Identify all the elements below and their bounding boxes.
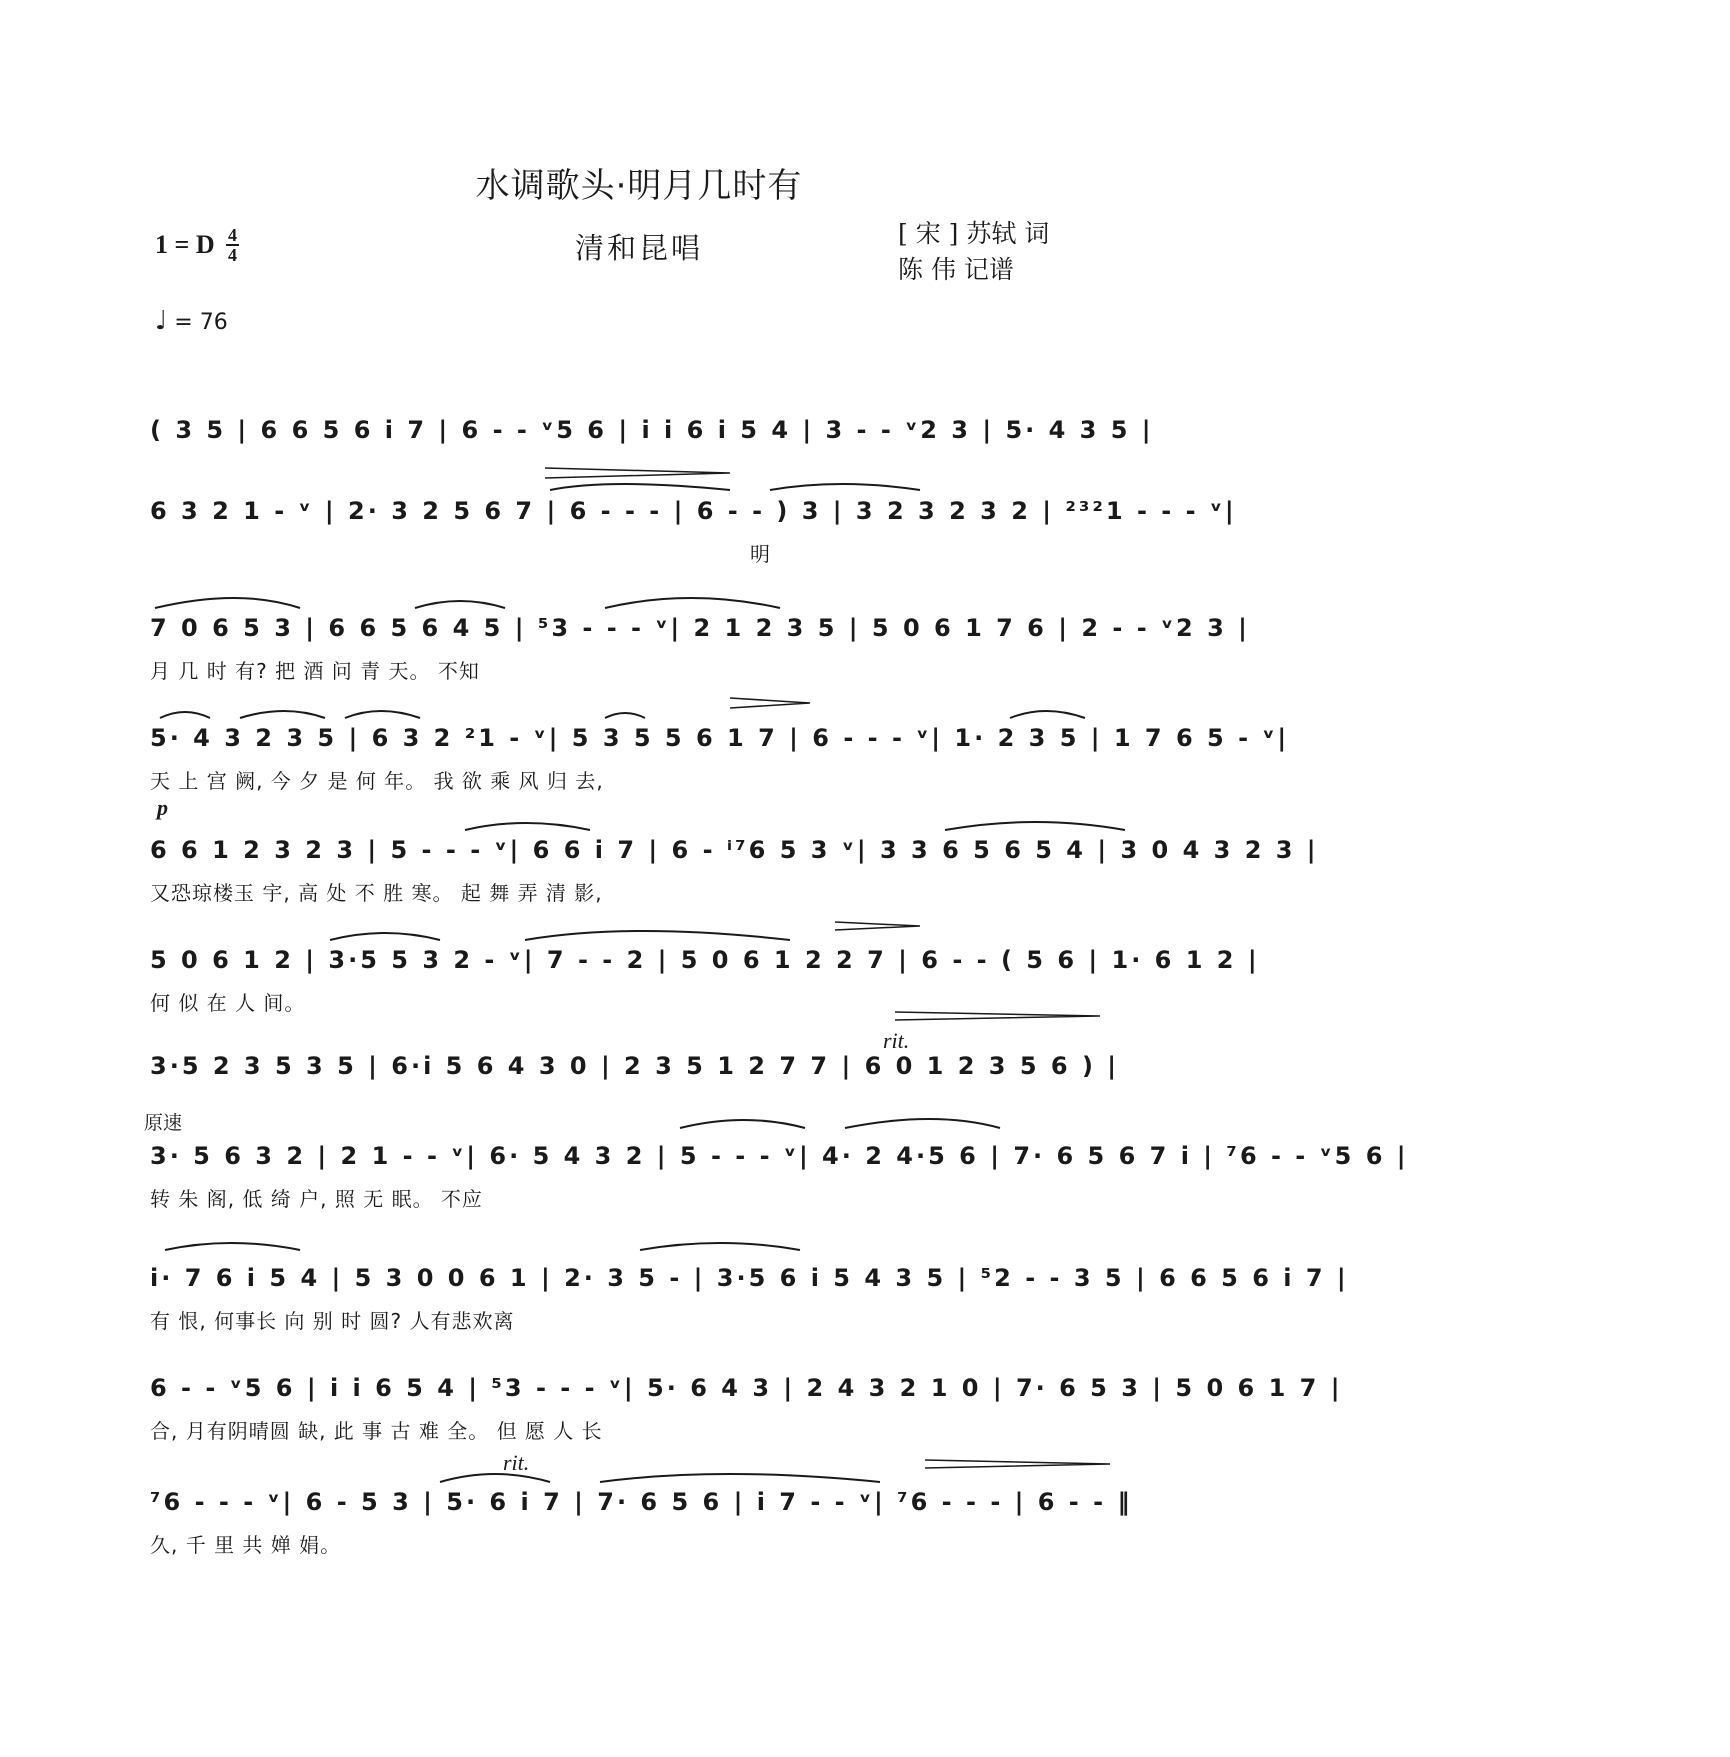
slur [945, 822, 1125, 830]
a-tempo-marking: 原速 [144, 1112, 183, 1134]
slur [550, 484, 730, 490]
score-line-11: ⁷6 - - - ᵛ| 6 - 5 3 | 5· 6 i 7 | 7· 6 5 6 | i 7 - - ᵛ| ⁷6 - - - | 6 - - ‖ [150, 1488, 1133, 1516]
lyric-line-2: 明 [750, 542, 771, 566]
hairpin-decrescendo [730, 698, 810, 708]
lyric-line-9: 有 恨, 何事长 向 别 时 圆? 人有悲欢离 [150, 1309, 515, 1333]
slur [525, 931, 790, 940]
lyric-line-5: 又恐琼楼玉 宇, 高 处 不 胜 寒。 起 舞 弄 清 影, [150, 881, 603, 905]
slur [1010, 711, 1085, 718]
song-title: 水调歌头·明月几时有 [475, 166, 803, 206]
time-signature-bottom: 4 [228, 245, 237, 265]
slur [330, 933, 440, 940]
slur [600, 1474, 880, 1482]
score-line-5: 6 6 1 2 3 2 3 | 5 - - - ᵛ| 6 6 i 7 | 6 - ⁱ⁷6 5 3 ᵛ| 3 3 6 5 6 5 4 | 3 0 4 3 2 3 | [150, 836, 1319, 864]
score-line-7: 3·5 2 3 5 3 5 | 6·i 5 6 4 3 0 | 2 3 5 1 2 7 7 | 6 0 1 2 3 5 6 ) | [150, 1052, 1120, 1080]
score-line-4: 5· 4 3 2 3 5 | 6 3 2 ²1 - ᵛ| 5 3 5 5 6 1 7 | 6 - - - ᵛ| 1· 2 3 5 | 1 7 6 5 - ᵛ| [150, 724, 1290, 752]
slur [605, 713, 645, 718]
slur [640, 1243, 800, 1250]
slur [415, 601, 505, 608]
slur [240, 711, 325, 718]
slur [345, 711, 420, 718]
lyric-line-6: 何 似 在 人 间。 [150, 991, 306, 1015]
score-line-2: 6 3 2 1 - ᵛ | 2· 3 2 5 6 7 | 6 - - - | 6 - - ) 3 | 3 2 3 2 3 2 | ²³²1 - - - ᵛ| [150, 497, 1237, 525]
score-line-10: 6 - - ᵛ5 6 | i i 6 5 4 | ⁵3 - - - ᵛ| 5· 6 4 3 | 2 4 3 2 1 0 | 7· 6 5 3 | 5 0 6 1 7 | [150, 1374, 1343, 1402]
slur [160, 712, 210, 718]
lyric-line-4: 天 上 宫 阙, 今 夕 是 何 年。 我 欲 乘 风 归 去, [150, 769, 604, 793]
quarter-note-icon: ♩ [155, 306, 168, 336]
hairpin-decrescendo [835, 922, 920, 930]
credit-notation: 陈 伟 记谱 [898, 255, 1014, 284]
score-line-8: 3· 5 6 3 2 | 2 1 - - ᵛ| 6· 5 4 3 2 | 5 - - - ᵛ| 4· 2 4·5 6 | 7· 6 5 6 7 i | ⁷6 - - ᵛ5 6 | [150, 1142, 1409, 1170]
dynamic-p: p [157, 795, 168, 820]
slur [680, 1120, 805, 1128]
hairpin-decrescendo [545, 468, 730, 478]
lyric-line-8: 转 朱 阁, 低 绮 户, 照 无 眠。 不应 [150, 1187, 483, 1211]
rit-marking-1: rit. [883, 1028, 910, 1053]
slur [770, 484, 920, 490]
slur [845, 1119, 1000, 1128]
tempo-value: = 76 [174, 310, 228, 335]
lyric-line-10: 合, 月有阴晴圆 缺, 此 事 古 难 全。 但 愿 人 长 [150, 1419, 603, 1443]
time-signature-top: 4 [228, 225, 237, 245]
lyric-line-11: 久, 千 里 共 婵 娟。 [150, 1533, 342, 1557]
lyric-line-3: 月 几 时 有? 把 酒 问 青 天。 不知 [150, 659, 480, 683]
slur [605, 598, 780, 608]
score-line-6: 5 0 6 1 2 | 3·5 5 3 2 - ᵛ| 7 - - 2 | 5 0 6 1 2 2 7 | 6 - - ( 5 6 | 1· 6 1 2 | [150, 946, 1260, 974]
credit-lyricist: [ 宋 ] 苏轼 词 [898, 219, 1050, 248]
key-signature: 1 = D [155, 230, 215, 259]
score-line-9: i· 7 6 i 5 4 | 5 3 0 0 6 1 | 2· 3 5 - | 3·5 6 i 5 4 3 5 | ⁵2 - - 3 5 | 6 6 5 6 i 7 | [150, 1264, 1349, 1292]
slur [440, 1474, 550, 1482]
slur [155, 598, 300, 608]
tempo-marking [155, 306, 228, 336]
rit-marking-2: rit. [503, 1450, 530, 1475]
hairpin-decrescendo [925, 1460, 1110, 1468]
score-line-1: ( 3 5 | 6 6 5 6 i 7 | 6 - - ᵛ5 6 | i i 6 i 5 4 | 3 - - ᵛ2 3 | 5· 4 3 5 | [150, 416, 1154, 444]
slur [165, 1243, 300, 1250]
score-line-3: 7 0 6 5 3 | 6 6 5 6 4 5 | ⁵3 - - - ᵛ| 2 1 2 3 5 | 5 0 6 1 7 6 | 2 - - ᵛ2 3 | [150, 614, 1250, 642]
slur [465, 823, 590, 830]
style-note: 清和昆唱 [574, 231, 703, 265]
